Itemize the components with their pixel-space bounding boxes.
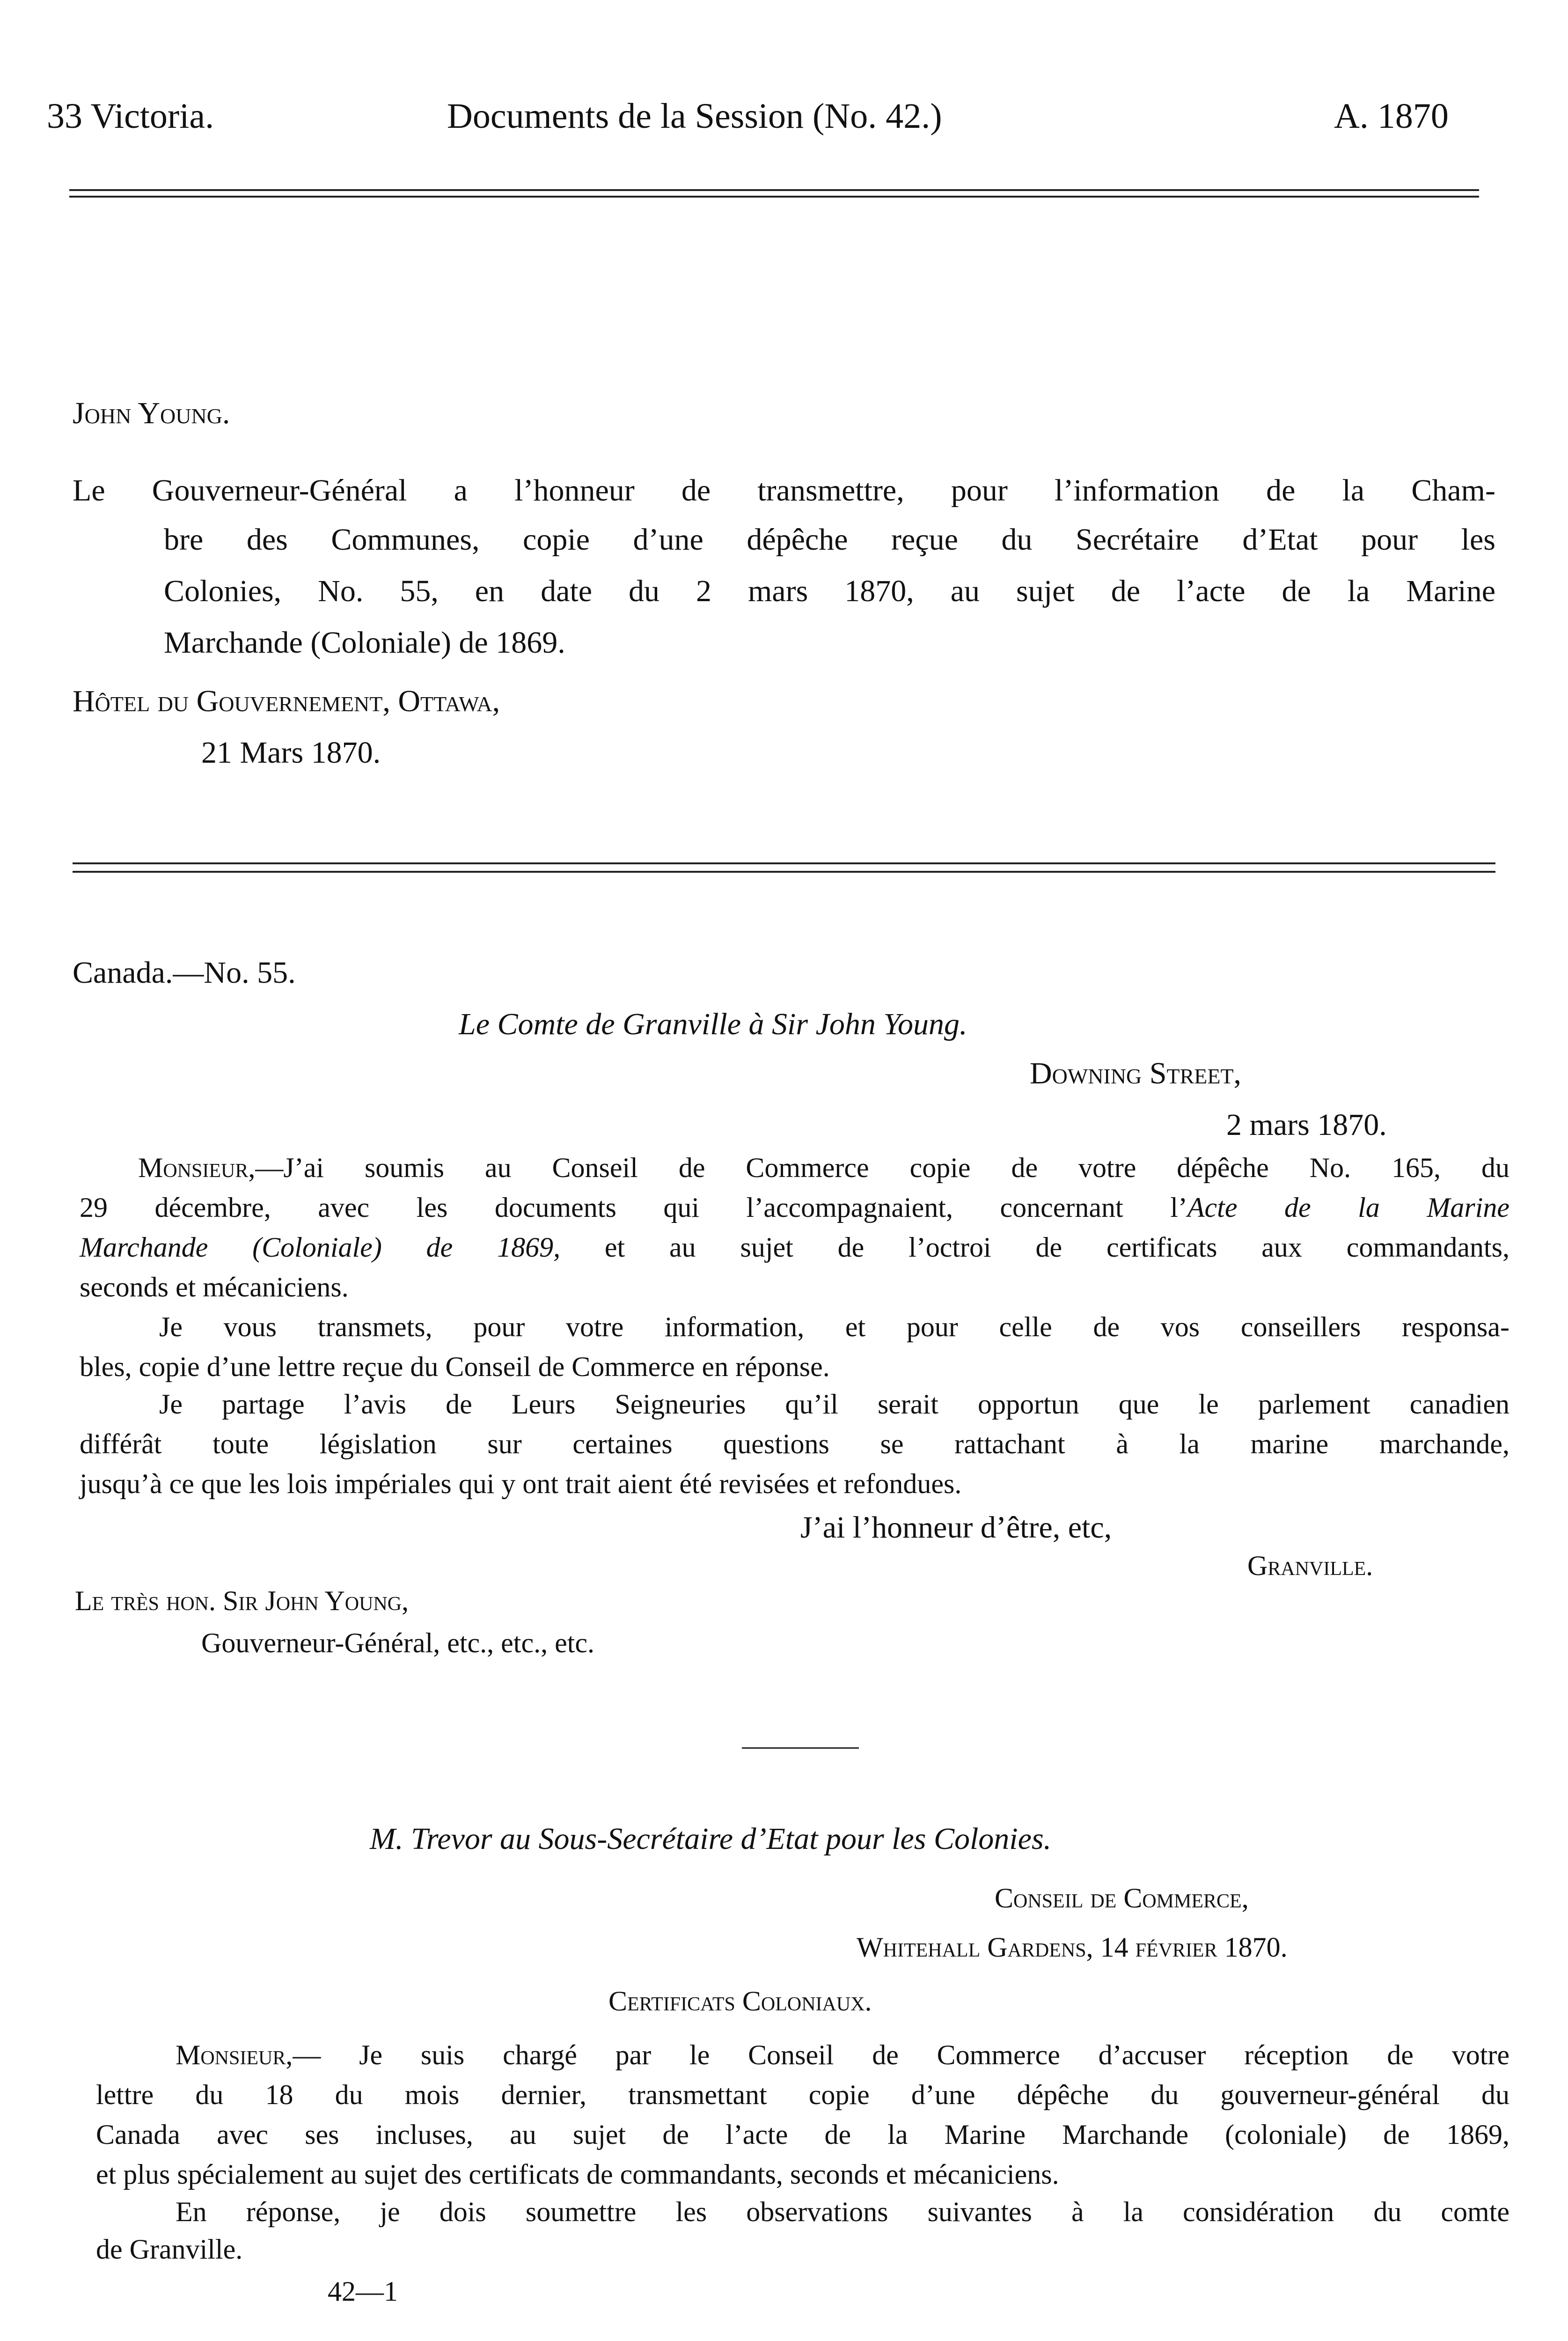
letter-line <box>176 2039 1509 2071</box>
dispatch-salutation: Monsieur, <box>138 1152 256 1183</box>
header-left: 33 Victoria. <box>47 96 214 136</box>
letter-line: de Granville. <box>96 2234 243 2265</box>
letter-org: Conseil de Commerce, <box>995 1883 1249 1914</box>
dispatch-line: Je partage l’avis de Leurs Seigneuries qu’il serait opportun que le parlement canadien <box>159 1389 1509 1420</box>
dispatch-act-title: Marchande (Coloniale) de 1869, <box>80 1232 561 1263</box>
letter-line: En réponse, je dois soumettre les observations suivantes à la considération du comte <box>176 2196 1509 2227</box>
letter-salutation: Monsieur, <box>176 2039 293 2070</box>
dispatch-line: bles, copie d’une lettre reçue du Conseil de Commerce en réponse. <box>80 1351 830 1382</box>
dispatch-signature: Granville. <box>1247 1550 1373 1581</box>
dispatch-line <box>80 1192 1509 1224</box>
dispatch-ref: Canada.—No. 55. <box>73 956 296 990</box>
dispatch-line: Je vous transmets, pour votre information, et pour celle de vos conseillers responsa- <box>159 1311 1509 1342</box>
dispatch-line: différât toute législation sur certaines questions se rattachant à la marine marchande, <box>80 1428 1509 1459</box>
short-divider <box>742 1747 859 1749</box>
message-line: bre des Communes, copie d’une dépêche reçue du Secrétaire d’Etat pour les <box>164 523 1495 557</box>
message-date: 21 Mars 1870. <box>201 736 381 770</box>
header-title: Documents de la Session (No. 42.) <box>447 96 942 136</box>
dispatch-title: Le Comte de Granville à Sir John Young. <box>459 1007 967 1041</box>
message-line: Colonies, No. 55, en date du 2 mars 1870, au sujet de l’acte de la Marine <box>164 574 1495 608</box>
dispatch-date: 2 mars 1870. <box>1226 1108 1387 1142</box>
dispatch-recipient-title: Gouverneur-Général, etc., etc., etc. <box>201 1627 594 1658</box>
footer-page-ref: 42—1 <box>328 2276 398 2307</box>
dispatch-line <box>138 1152 1509 1184</box>
letter-line: Canada avec ses incluses, au sujet de l’acte de la Marine Marchande (coloniale) de 1869, <box>96 2119 1509 2150</box>
dispatch-act-title: Acte de la Marine <box>1187 1192 1510 1223</box>
letter-subject: Certificats Coloniaux. <box>608 1986 872 2017</box>
letter-text: — Je suis chargé par le Conseil de Commerce d’accuser réception de votre <box>293 2039 1509 2070</box>
message-line: Le Gouverneur-Général a l’honneur de transmettre, pour l’information de la Cham- <box>73 473 1495 508</box>
letter-title: M. Trevor au Sous-Secrétaire d’Etat pour les Colonies. <box>370 1822 1052 1856</box>
letter-address: Whitehall Gardens, 14 février 1870. <box>857 1932 1288 1963</box>
dispatch-address: Downing Street, <box>1030 1056 1242 1090</box>
message-signer: John Young. <box>73 396 230 430</box>
section-rule-2 <box>73 871 1495 873</box>
recipient-name: Le très hon. Sir John Young, <box>75 1585 409 1616</box>
header-rule-1 <box>69 189 1479 191</box>
dispatch-line <box>80 1231 1509 1264</box>
header-year: A. 1870 <box>1334 96 1449 136</box>
dispatch-line: seconds et mécaniciens. <box>80 1272 349 1303</box>
dispatch-closing: J’ai l’honneur d’être, etc, <box>800 1510 1112 1545</box>
dispatch-text: et au sujet de l’octroi de certificats aux commandants, <box>604 1232 1510 1263</box>
header-rule-2 <box>69 196 1479 198</box>
message-place: Hôtel du Gouvernement, Ottawa, <box>73 684 500 718</box>
dispatch-line: jusqu’à ce que les lois impériales qui y ont trait aient été revisées et refondues. <box>80 1468 962 1499</box>
letter-line: et plus spécialement au sujet des certificats de commandants, seconds et mécaniciens. <box>96 2159 1059 2190</box>
dispatch-recipient <box>75 1585 409 1617</box>
section-rule-1 <box>73 862 1495 864</box>
message-line: Marchande (Coloniale) de 1869. <box>164 626 565 660</box>
letter-line: lettre du 18 du mois dernier, transmettant copie d’une dépêche du gouverneur-général du <box>96 2079 1509 2110</box>
dispatch-text: —J’ai soumis au Conseil de Commerce copie de votre dépêche No. 165, du <box>255 1152 1509 1183</box>
dispatch-text: 29 décembre, avec les documents qui l’accompagnaient, concernant l’ <box>80 1192 1187 1223</box>
